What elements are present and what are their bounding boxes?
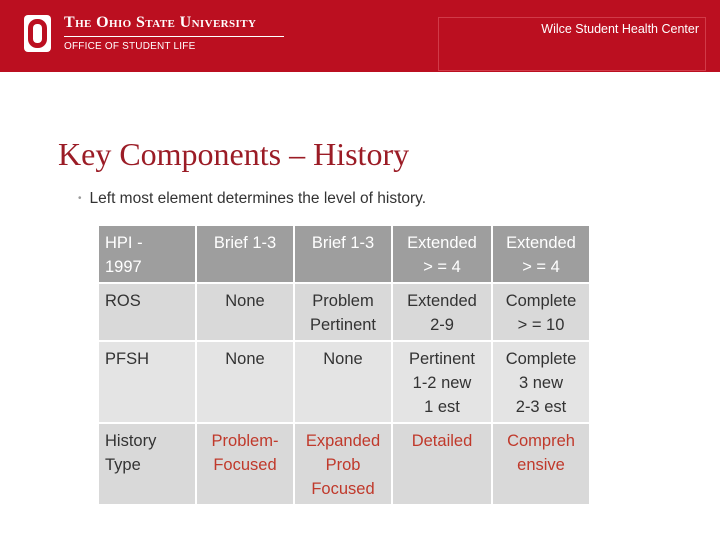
table-cell: ROS <box>98 283 196 341</box>
table-row-hpi <box>98 225 590 283</box>
block-o-logo-icon <box>24 15 51 52</box>
header-banner <box>0 0 720 72</box>
health-center-name: Wilce Student Health Center <box>541 22 699 36</box>
table-cell: Complete 3 new 2-3 est <box>492 341 590 423</box>
table-row-pfsh <box>98 341 590 423</box>
table-cell: None <box>196 283 294 341</box>
table-cell: Extended > = 4 <box>492 225 590 283</box>
bullet-icon: • <box>78 193 82 204</box>
table-cell: Pertinent 1-2 new 1 est <box>392 341 492 423</box>
table-cell: Complete > = 10 <box>492 283 590 341</box>
table-cell: Problem- Focused <box>196 423 294 505</box>
table-cell: Problem Pertinent <box>294 283 392 341</box>
table-cell: Extended 2-9 <box>392 283 492 341</box>
header-divider <box>64 36 284 37</box>
university-name: The Ohio State University <box>64 14 257 31</box>
bullet-item <box>78 190 426 208</box>
table-cell: HPI - 1997 <box>98 225 196 283</box>
table-cell: Compreh ensive <box>492 423 590 505</box>
table-row-history-type <box>98 423 590 505</box>
slide-title: Key Components – History <box>58 136 410 172</box>
table-cell: Expanded Prob Focused <box>294 423 392 505</box>
table-cell: PFSH <box>98 341 196 423</box>
table-cell: Brief 1-3 <box>294 225 392 283</box>
table-cell: Detailed <box>392 423 492 505</box>
table-cell: Extended > = 4 <box>392 225 492 283</box>
table-cell: None <box>294 341 392 423</box>
table-row-ros <box>98 283 590 341</box>
table-cell: History Type <box>98 423 196 505</box>
bullet-text: Left most element determines the level of history. <box>89 190 427 207</box>
table-cell: None <box>196 341 294 423</box>
office-name: OFFICE OF STUDENT LIFE <box>64 41 196 52</box>
table-cell: Brief 1-3 <box>196 225 294 283</box>
history-table <box>97 224 591 506</box>
